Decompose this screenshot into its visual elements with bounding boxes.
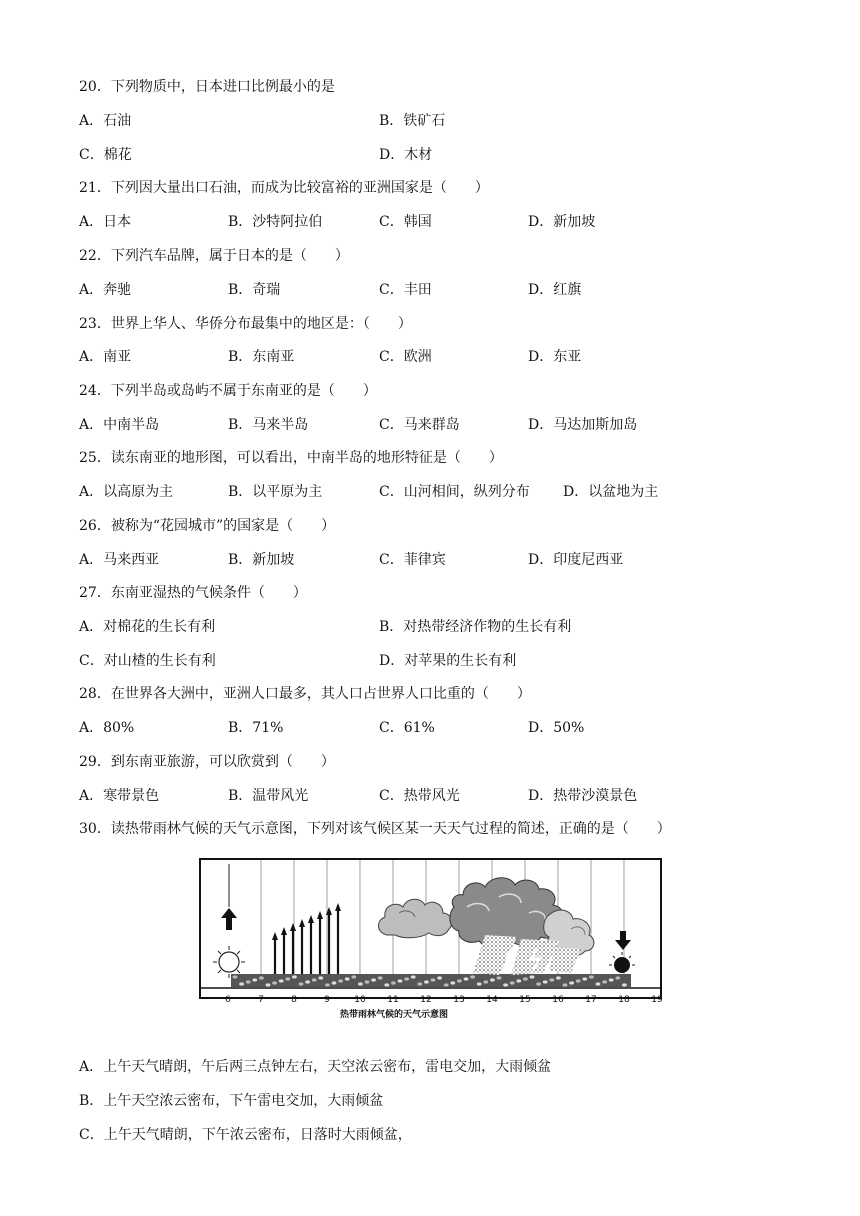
question-30-stem: 30．读热带雨林气候的天气示意图，下列对该气候区某一天天气过程的简述，正确的是（ ） (79, 821, 671, 837)
ground-pebble (285, 977, 290, 980)
question-20-stem: 20．下列物质中，日本进口比例最小的是 (79, 79, 335, 95)
ground-pebble (516, 979, 521, 982)
ground-pebble (351, 975, 356, 978)
ground-pebble (563, 983, 568, 986)
question-28-stem: 28．在世界各大洲中，亚洲人口最多，其人口占世界人口比重的（ ） (79, 686, 531, 702)
ground-pebble (292, 975, 297, 978)
hour-label: 11 (387, 995, 399, 1005)
question-21-stem: 21．下列因大量出口石油，而成为比较富裕的亚洲国家是（ ） (79, 180, 489, 196)
ground-pebble (431, 978, 436, 981)
hour-label: 14 (486, 995, 498, 1005)
rainforest-weather-figure (199, 857, 665, 1019)
q27-option-b: B．对热带经济作物的生长有利 (379, 619, 572, 635)
q28-option-c: C．61% (379, 720, 435, 736)
ground-pebble (510, 981, 515, 984)
ground-pebble (536, 982, 541, 985)
ground-pebble (457, 979, 462, 982)
ground-pebble (305, 980, 310, 983)
q29-option-c: C．热带风光 (379, 788, 460, 804)
figure-caption: 热带雨林气候的天气示意图 (339, 1010, 449, 1019)
ground-pebble (318, 976, 323, 979)
ground-pebble (503, 983, 508, 986)
ground-pebble (398, 979, 403, 982)
ground-pebble (470, 975, 475, 978)
ground-pebble (497, 976, 502, 979)
q23-option-c: C．欧洲 (379, 349, 432, 365)
hour-label: 9 (324, 995, 330, 1005)
ground-pebble (609, 978, 614, 981)
question-27-stem: 27．东南亚湿热的气候条件（ ） (79, 585, 307, 601)
ground-pebble (411, 975, 416, 978)
question-23-stem: 23．世界上华人、华侨分布最集中的地区是：（ ） (79, 316, 412, 332)
ground-pebble (477, 982, 482, 985)
ground-pebble (233, 975, 238, 978)
ground-pebble (543, 980, 548, 983)
q21-option-b: B．沙特阿拉伯 (228, 214, 323, 230)
ground-pebble (266, 983, 271, 986)
ground-pebble (589, 975, 594, 978)
hour-label: 10 (354, 995, 366, 1005)
q29-option-d: D．热带沙漠景色 (528, 788, 638, 804)
q23-option-b: B．东南亚 (228, 349, 295, 365)
ground-pebble (338, 979, 343, 982)
ground-pebble (523, 977, 528, 980)
q25-option-c: C．山河相间，纵列分布 (379, 484, 530, 500)
q20-option-b: B．铁矿石 (379, 113, 446, 129)
ground-pebble (444, 983, 449, 986)
q26-option-c: C．菲律宾 (379, 552, 446, 568)
q21-option-a: A．日本 (79, 214, 132, 230)
q24-option-b: B．马来半岛 (228, 417, 309, 433)
q22-option-d: D．红旗 (528, 282, 582, 298)
ground-pebble (345, 977, 350, 980)
q24-option-c: C．马来群岛 (379, 417, 460, 433)
q27-option-a: A．对棉花的生长有利 (79, 619, 216, 635)
ground-pebble (602, 980, 607, 983)
q21-option-d: D．新加坡 (528, 214, 596, 230)
hour-label: 13 (453, 995, 465, 1005)
ground-pebble (371, 978, 376, 981)
ground-pebble (450, 981, 455, 984)
ground-pebble (615, 976, 620, 979)
ground-pebble (404, 977, 409, 980)
q23-option-a: A．南亚 (79, 349, 132, 365)
ground-pebble (378, 976, 383, 979)
hour-label: 18 (618, 995, 630, 1005)
ground-pebble (576, 979, 581, 982)
q25-option-a: A．以高原为主 (79, 484, 174, 500)
ground-pebble (569, 981, 574, 984)
ground-pebble (437, 976, 442, 979)
ground-pebble (325, 983, 330, 986)
hour-label: 19 (651, 995, 663, 1005)
q22-option-a: A．奔驰 (79, 282, 132, 298)
ground-pebble (312, 978, 317, 981)
ground-pebble (549, 978, 554, 981)
q30-option-b: B．上午天空浓云密布，下午雷电交加，大雨倾盆 (79, 1093, 384, 1109)
ground-pebble (358, 982, 363, 985)
question-22-stem: 22．下列汽车品牌，属于日本的是（ ） (79, 248, 349, 264)
q26-option-a: A．马来西亚 (79, 552, 160, 568)
ground-pebble (622, 983, 627, 986)
q24-option-d: D．马达加斯加岛 (528, 417, 638, 433)
ground-pebble (384, 983, 389, 986)
ground-pebble (299, 982, 304, 985)
ground-pebble (596, 982, 601, 985)
ground-pebble (391, 981, 396, 984)
ground-pebble (252, 978, 257, 981)
ground-pebble (259, 976, 264, 979)
hour-label: 16 (552, 995, 564, 1005)
hour-label: 17 (585, 995, 597, 1005)
q28-option-d: D．50% (528, 720, 585, 736)
q27-option-c: C．对山楂的生长有利 (79, 653, 216, 669)
q24-option-a: A．中南半岛 (79, 417, 160, 433)
ground-pebble (582, 977, 587, 980)
weather-diagram (199, 857, 665, 1019)
q23-option-d: D．东亚 (528, 349, 582, 365)
ground-pebble (279, 979, 284, 982)
hour-label: 15 (519, 995, 531, 1005)
ground-pebble (530, 975, 535, 978)
q27-option-d: D．对苹果的生长有利 (379, 653, 517, 669)
hour-label: 12 (420, 995, 432, 1005)
q25-option-d: D．以盆地为主 (563, 484, 659, 500)
question-24-stem: 24．下列半岛或岛屿不属于东南亚的是（ ） (79, 383, 377, 399)
ground-pebble (332, 981, 337, 984)
ground-pebble (424, 980, 429, 983)
hour-label: 7 (258, 995, 264, 1005)
q20-option-a: A．石油 (79, 113, 132, 129)
ground-pebble (417, 982, 422, 985)
question-26-stem: 26．被称为“花园城市”的国家是（ ） (79, 518, 336, 534)
q20-option-c: C．棉花 (79, 147, 132, 163)
hour-label: 8 (291, 995, 297, 1005)
q25-option-b: B．以平原为主 (228, 484, 323, 500)
ground-pebble (556, 976, 561, 979)
q26-option-b: B．新加坡 (228, 552, 295, 568)
question-25-stem: 25．读东南亚的地形图，可以看出，中南半岛的地形特征是（ ） (79, 450, 503, 466)
ground-pebble (490, 978, 495, 981)
q26-option-d: D．印度尼西亚 (528, 552, 624, 568)
q22-option-b: B．奇瑞 (228, 282, 281, 298)
ground-pebble (365, 980, 370, 983)
q21-option-c: C．韩国 (379, 214, 432, 230)
ground-pebble (272, 981, 277, 984)
q30-option-a: A．上午天气晴朗，午后两三点钟左右，天空浓云密布，雷电交加，大雨倾盆 (79, 1059, 552, 1075)
ground-pebble (483, 980, 488, 983)
hour-label: 6 (225, 995, 231, 1005)
q28-option-a: A．80% (79, 720, 135, 736)
q22-option-c: C．丰田 (379, 282, 432, 298)
q29-option-b: B．温带风光 (228, 788, 309, 804)
q20-option-d: D．木材 (379, 147, 433, 163)
q28-option-b: B．71% (228, 720, 284, 736)
q29-option-a: A．寒带景色 (79, 788, 160, 804)
ground-pebble (464, 977, 469, 980)
ground-pebble (239, 982, 244, 985)
ground-pebble (246, 980, 251, 983)
question-29-stem: 29．到东南亚旅游，可以欣赏到（ ） (79, 754, 335, 770)
q30-option-c: C．上午天气晴朗，下午浓云密布，日落时大雨倾盆， (79, 1127, 412, 1143)
